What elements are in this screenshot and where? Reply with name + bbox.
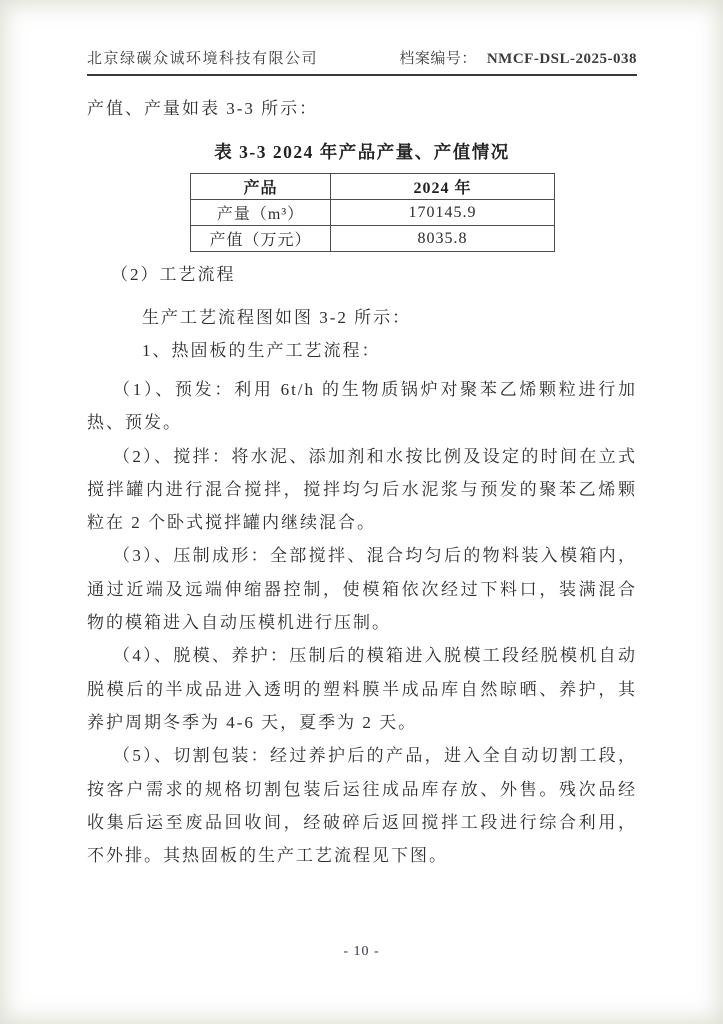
paragraph-step-1: （1）、预发：利用 6t/h 的生物质锅炉对聚苯乙烯颗粒进行加热、预发。 — [87, 380, 637, 433]
table-header-product: 产品 — [191, 174, 331, 200]
archive-number-group — [399, 48, 637, 70]
paragraph-flow-intro: 生产工艺流程图如图 3-2 所示： — [142, 308, 412, 327]
paragraph-step-2: （2）、搅拌：将水泥、添加剂和水按比例及设定的时间在立式搅拌罐内进行混合搅拌，搅拌均匀后水泥浆与预发的聚苯乙烯颗粒在 2 个卧式搅拌罐内继续混合。 — [87, 446, 637, 533]
section-heading: （2）工艺流程 — [111, 265, 236, 284]
table-row — [191, 226, 555, 252]
table-cell-output-label: 产量（m³） — [191, 200, 331, 226]
archive-label: 档案编号： — [399, 51, 477, 67]
production-table — [190, 173, 555, 252]
table-cell-value-value: 8035.8 — [331, 226, 555, 252]
table-header-year: 2024 年 — [331, 174, 555, 200]
paragraph-step-5: （5）、切割包装：经过养护后的产品，进入全自动切割工段，按客户需求的规格切割包装后运往成品库存放、外售。残次品经收集后运至废品回收间，经破碎后返回搅拌工段进行综合利用，不外排。其热固板的生产工艺流程见下图。 — [87, 746, 637, 866]
intro-line: 产值、产量如表 3-3 所示： — [87, 99, 319, 118]
paragraph-step-4: （4）、脱模、养护：压制后的模箱进入脱模工段经脱模机自动脱模后的半成品进入透明的塑料膜半成品库自然晾晒、养护，其养护周期冬季为 4-6 天，夏季为 2 天。 — [87, 646, 637, 732]
page-header — [87, 48, 637, 76]
page-number: - 10 - — [343, 944, 380, 959]
paragraph-process-list-title: 1、热固板的生产工艺流程： — [142, 341, 381, 360]
archive-number: NMCF-DSL-2025-038 — [486, 51, 637, 67]
table-row — [191, 200, 555, 226]
table-cell-output-value: 170145.9 — [331, 200, 555, 226]
company-name: 北京绿碳众诚环境科技有限公司 — [87, 51, 319, 67]
table-header-row — [191, 174, 555, 200]
table-title: 表 3-3 2024 年产品产量、产值情况 — [214, 142, 510, 162]
table-cell-value-label: 产值（万元） — [191, 226, 331, 252]
paragraph-step-3: （3）、压制成形：全部搅拌、混合均匀后的物料装入模箱内，通过近端及远端伸缩器控制，使模箱依次经过下料口，装满混合物的模箱进入自动压模机进行压制。 — [87, 546, 637, 633]
